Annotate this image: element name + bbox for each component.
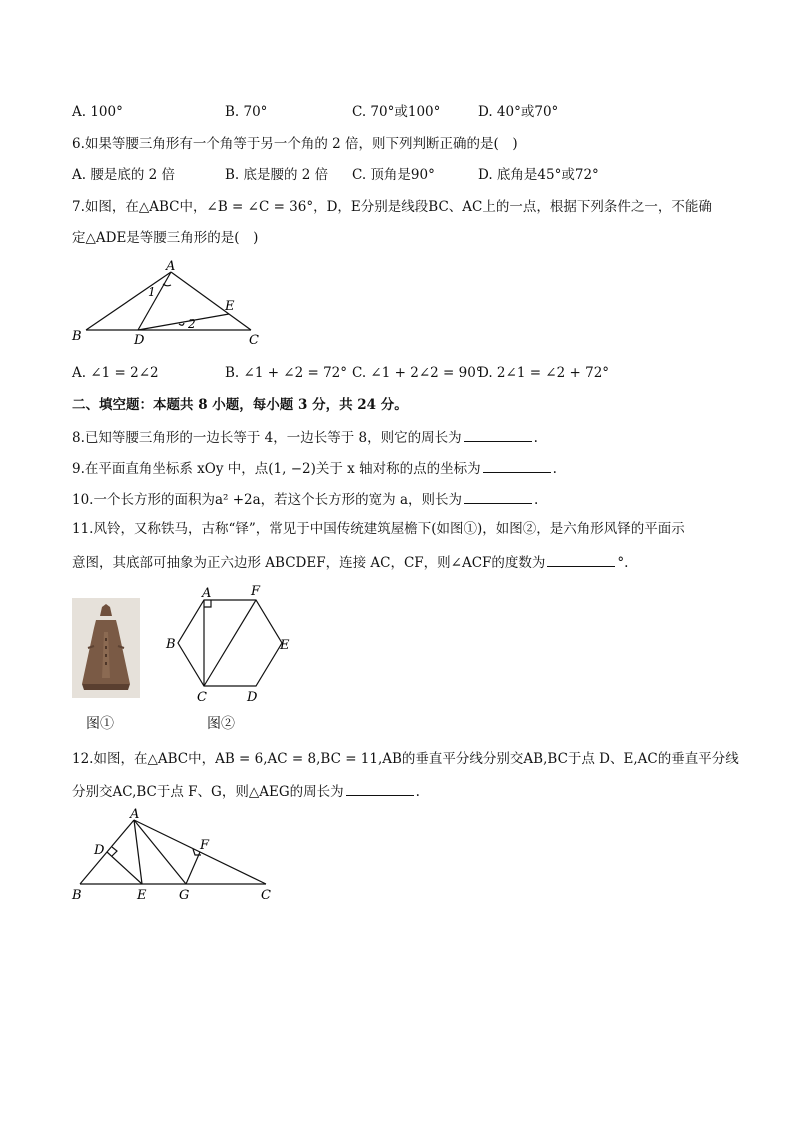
q6-option-c: C. 顶角是90° <box>352 167 435 183</box>
q7-label-e: E <box>225 299 235 314</box>
q12-figure <box>66 804 286 904</box>
q7-label-c: C <box>249 333 259 348</box>
q12-answer-blank[interactable] <box>346 781 414 796</box>
q5-option-b: B. 70° <box>225 104 268 120</box>
hexagon-figure <box>160 582 300 706</box>
q9-text: 9.在平面直角坐标系 xOy 中，点(1, −2)关于 x 轴对称的点的坐标为 <box>72 461 481 477</box>
bell-photo <box>72 598 140 698</box>
q11-line2: 意图，其底部可抽象为正六边形 ABCDEF，连接 AC，CF，则∠ACF的度数为 <box>72 555 546 571</box>
q8-text: 8.已知等腰三角形的一边长等于 4，一边长等于 8，则它的周长为 <box>72 430 462 446</box>
q8-line <box>72 427 538 447</box>
q9-end: . <box>552 461 557 477</box>
q7-label-angle1: 1 <box>148 285 156 299</box>
q5-option-d: D. 40°或70° <box>478 104 559 120</box>
hex-label-b: B <box>166 637 176 652</box>
q7-label-b: B <box>72 329 82 344</box>
q7-option-c: C. ∠1 + 2∠2 = 90° <box>352 365 483 381</box>
q6-option-b: B. 底是腰的 2 倍 <box>225 167 329 183</box>
q7-option-b: B. ∠1 + ∠2 = 72° <box>225 365 348 381</box>
q6-option-d: D. 底角是45°或72° <box>478 167 599 183</box>
q12-line2-wrap <box>72 781 420 801</box>
q11-line2-wrap <box>72 552 628 572</box>
section-fill-blank-title: 二、填空题：本题共 8 小题，每小题 3 分，共 24 分。 <box>72 397 408 413</box>
q12-line2: 分别交AC,BC于点 F、G，则△AEG的周长为 <box>72 784 344 800</box>
q12-label-a: A <box>130 807 140 822</box>
q5-option-c: C. 70°或100° <box>352 104 441 120</box>
q5-option-a: A. 100° <box>72 104 123 120</box>
q12-label-g: G <box>179 888 190 903</box>
q6-stem: 6.如果等腰三角形有一个角等于另一个角的 2 倍，则下列判断正确的是( ) <box>72 136 518 152</box>
hex-label-e: E <box>280 638 290 653</box>
caption-figure-1: 图① <box>86 716 114 732</box>
q12-line1: 12.如图，在△ABC中，AB = 6,AC = 8,BC = 11,AB的垂直平分线分别交AB,BC于点 D、E,AC的垂直平分线 <box>72 751 739 767</box>
caption-figure-2: 图② <box>207 716 235 732</box>
q12-end: . <box>415 784 420 800</box>
q10-end: . <box>534 492 539 508</box>
q7-stem-line1: 7.如图，在△ABC中，∠B = ∠C = 36°，D，E分别是线段BC、AC上的一点，根据下列条件之一，不能确 <box>72 199 712 215</box>
q10-answer-blank[interactable] <box>464 489 532 504</box>
q12-label-d: D <box>94 843 105 858</box>
q12-label-c: C <box>261 888 271 903</box>
hex-label-a: A <box>202 586 212 601</box>
q7-stem-line2: 定△ADE是等腰三角形的是( ) <box>72 230 259 246</box>
q10-text: 10.一个长方形的面积为a² +2a，若这个长方形的宽为 a，则长为 <box>72 492 463 508</box>
q9-answer-blank[interactable] <box>483 458 551 473</box>
q12-label-e: E <box>137 888 147 903</box>
hex-label-c: C <box>197 690 207 705</box>
q7-label-angle2: 2 <box>188 317 196 331</box>
q10-line <box>72 489 538 509</box>
q12-label-b: B <box>72 888 82 903</box>
q11-end: °. <box>617 555 629 571</box>
q11-line1: 11.风铃，又称铁马，古称“铎”，常见于中国传统建筑屋檐下(如图①)，如图②，是六角形风铎的平面示 <box>72 521 685 537</box>
q9-line <box>72 458 557 478</box>
q7-label-a: A <box>166 259 176 274</box>
q7-figure <box>66 258 276 350</box>
hex-label-f: F <box>251 584 261 599</box>
q6-option-a: A. 腰是底的 2 倍 <box>72 167 176 183</box>
q11-answer-blank[interactable] <box>547 552 615 567</box>
q8-answer-blank[interactable] <box>464 427 532 442</box>
q7-label-d: D <box>134 333 145 348</box>
q7-option-d: D. 2∠1 = ∠2 + 72° <box>478 365 610 381</box>
q7-option-a: A. ∠1 = 2∠2 <box>72 365 159 381</box>
q8-end: . <box>533 430 538 446</box>
hex-label-d: D <box>247 690 258 705</box>
q12-label-f: F <box>200 838 210 853</box>
